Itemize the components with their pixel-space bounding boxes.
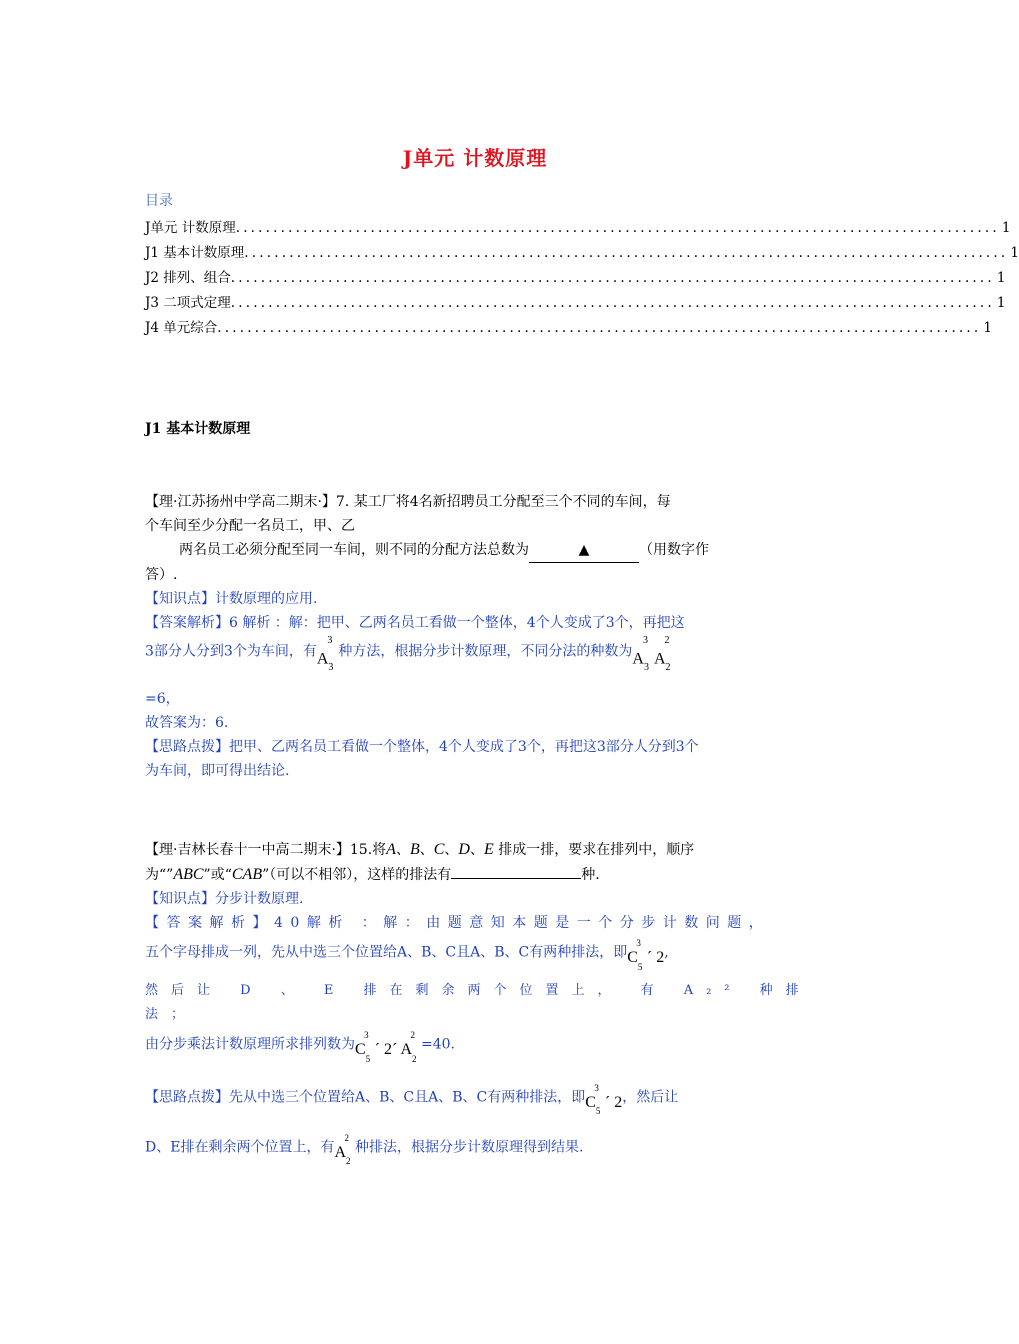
toc-heading: 目录 xyxy=(145,193,173,209)
toc-item[interactable] xyxy=(145,291,1006,316)
q1-tip-line2: 为车间，即可得出结论. xyxy=(145,763,290,779)
q2-tip-text: 【思路点拨】先从中选三个位置给A、B、C且A、B、C有两种排法，即 xyxy=(145,1088,586,1105)
toc-item-label: J3 二项式定理 xyxy=(145,295,231,311)
formula-a22: $A_2^2$ xyxy=(334,1132,351,1167)
q2-line2-text-3: ”（可以不相邻），这样的排法有 xyxy=(262,867,452,883)
q1-tip-line1: 【思路点拨】把甲、乙两名员工看做一个整体，4个人变成了3个，再把这3部分人分到3个 xyxy=(145,739,699,755)
q2-line1: 【理·吉林长春十一中高二期末·】15.将A、B、C、D、E 排成一排，要求在排列中，顺序 xyxy=(145,841,695,858)
q2-line1-tail: 排成一排，要求在排列中，顺序 xyxy=(498,842,695,858)
toc-item-page: 1 xyxy=(996,295,1006,311)
toc-item[interactable] xyxy=(145,316,992,341)
q2-line2 xyxy=(145,862,815,887)
answer-blank[interactable] xyxy=(529,538,639,563)
q1-answer-line4: 故答案为：6. xyxy=(145,715,229,731)
toc-item-label: J1 基本计数原理 xyxy=(145,245,245,261)
toc-item-label: J2 排列、组合 xyxy=(145,270,231,286)
toc-dot-leader: ...................................................................................................... xyxy=(244,245,1009,261)
letter-b: B xyxy=(409,841,420,858)
formula-c53-2-a22: $C_5^3´$ 2´ $A_2^2$ xyxy=(355,1030,417,1064)
q2-line2-text-2: ”或“ xyxy=(203,867,232,883)
formula-c53-times-2: $C_5^3´$ 2 xyxy=(627,938,665,972)
section-heading: J1 基本计数原理 xyxy=(145,421,251,437)
table-of-contents xyxy=(145,216,1019,341)
toc-dot-leader: ...................................................................................................... xyxy=(217,320,982,336)
q2-answer-line4 xyxy=(145,1027,815,1062)
q1-line1: 【理·江苏扬州中学高二期末·】7. 某工厂将4名新招聘员工分配至三个不同的车间，每 xyxy=(145,494,671,510)
toc-dot-leader: ...................................................................................................... xyxy=(230,270,995,286)
toc-item-page: 1 xyxy=(996,270,1006,286)
toc-item[interactable] xyxy=(145,241,1019,266)
letter-e: E xyxy=(483,841,494,858)
toc-item-page: 1 xyxy=(983,320,992,336)
q2-answer-result: =40. xyxy=(421,1036,455,1053)
sequence-abc: ABC xyxy=(173,866,204,883)
sequence-cab: CAB xyxy=(231,866,263,883)
q2-line2-tail: 种. xyxy=(581,867,600,883)
toc-item-label: J4 单元综合 xyxy=(145,320,218,336)
q2-tip-text-4: 种排法，根据分步计数原理得到结果. xyxy=(355,1138,584,1155)
q1-line3 xyxy=(145,538,815,563)
toc-item[interactable] xyxy=(145,216,1011,241)
q1-answer-line2 xyxy=(145,635,815,675)
q2-line2-text: 为“” xyxy=(145,867,174,883)
q1-answer-text-2: 种方法，根据分步计数原理，不同分法的种数为 xyxy=(338,643,633,660)
q2-answer-line2: 五个字母排成一列，先从中选三个位置给A、B、C且A、B、C有两种排法，即$C_5^3´$ 2, xyxy=(145,938,669,972)
q2-tip-text-2: ，然后让 xyxy=(622,1088,679,1105)
formula-a33-a22: $A_3^3A_2^2$ xyxy=(632,635,671,673)
letter-a: A xyxy=(386,841,396,858)
toc-item-page: 1 xyxy=(1010,245,1019,261)
q1-answer-line3: =6， xyxy=(145,691,180,707)
formula-c53-times-2-tip: $C_5^3´$ 2 xyxy=(585,1082,623,1117)
question-1 xyxy=(145,490,815,783)
q1-answer-text: 3部分人分到3个为车间，有 xyxy=(145,643,317,660)
q2-line1-text: 【理·吉林长春十一中高二期末·】15.将 xyxy=(145,842,387,858)
q2-tip-line2 xyxy=(145,1130,815,1165)
q2-tip-text-3: D、E排在剩余两个位置上，有 xyxy=(145,1138,335,1155)
formula-a33: $A_3^3$ xyxy=(316,635,334,673)
q2-answer-line3: 然后让 D 、 E 排在剩余两个位置上， 有 A₂² 种排法； xyxy=(145,983,812,1022)
toc-item-label: J单元 计数原理 xyxy=(145,220,236,236)
toc-item-page: 1 xyxy=(1001,220,1011,236)
q1-line4: 答）. xyxy=(145,567,178,583)
q1-answer-line1: 【答案解析】6 解析 ：解：把甲、乙两名员工看做一个整体，4个人变成了3个，再把这 xyxy=(145,615,685,631)
q1-line3-tail: （用数字作 xyxy=(639,542,709,558)
triangle-marker: ▲ xyxy=(578,542,590,558)
letter-c: C xyxy=(433,841,445,858)
toc-dot-leader: ...................................................................................................... xyxy=(235,220,1000,236)
toc-item[interactable] xyxy=(145,266,1006,291)
toc-dot-leader: ...................................................................................................... xyxy=(230,295,995,311)
q1-knowledge-point: 【知识点】计数原理的应用. xyxy=(145,591,318,607)
q1-line2: 个车间至少分配一名员工，甲、乙 xyxy=(145,518,355,534)
page-title: J单元 计数原理 xyxy=(402,146,548,170)
q2-answer-text-4: 由分步乘法计数原理所求排列数为 xyxy=(145,1036,355,1053)
q2-tip-line1 xyxy=(145,1080,815,1116)
q2-knowledge-point: 【知识点】分步计数原理. xyxy=(145,891,304,907)
question-2 xyxy=(145,838,815,1167)
letter-d: D xyxy=(458,841,470,858)
q2-answer-text: 五个字母排成一列，先从中选三个位置给A、B、C且A、B、C有两种排法，即 xyxy=(145,944,628,961)
answer-blank[interactable] xyxy=(451,862,581,879)
q2-answer-line1: 【答案解析】40解析 ：解：由题意知本题是一个分步计数问题， xyxy=(145,915,771,931)
q1-line3-text: 两名员工必须分配至同一车间，则不同的分配方法总数为 xyxy=(179,542,529,558)
